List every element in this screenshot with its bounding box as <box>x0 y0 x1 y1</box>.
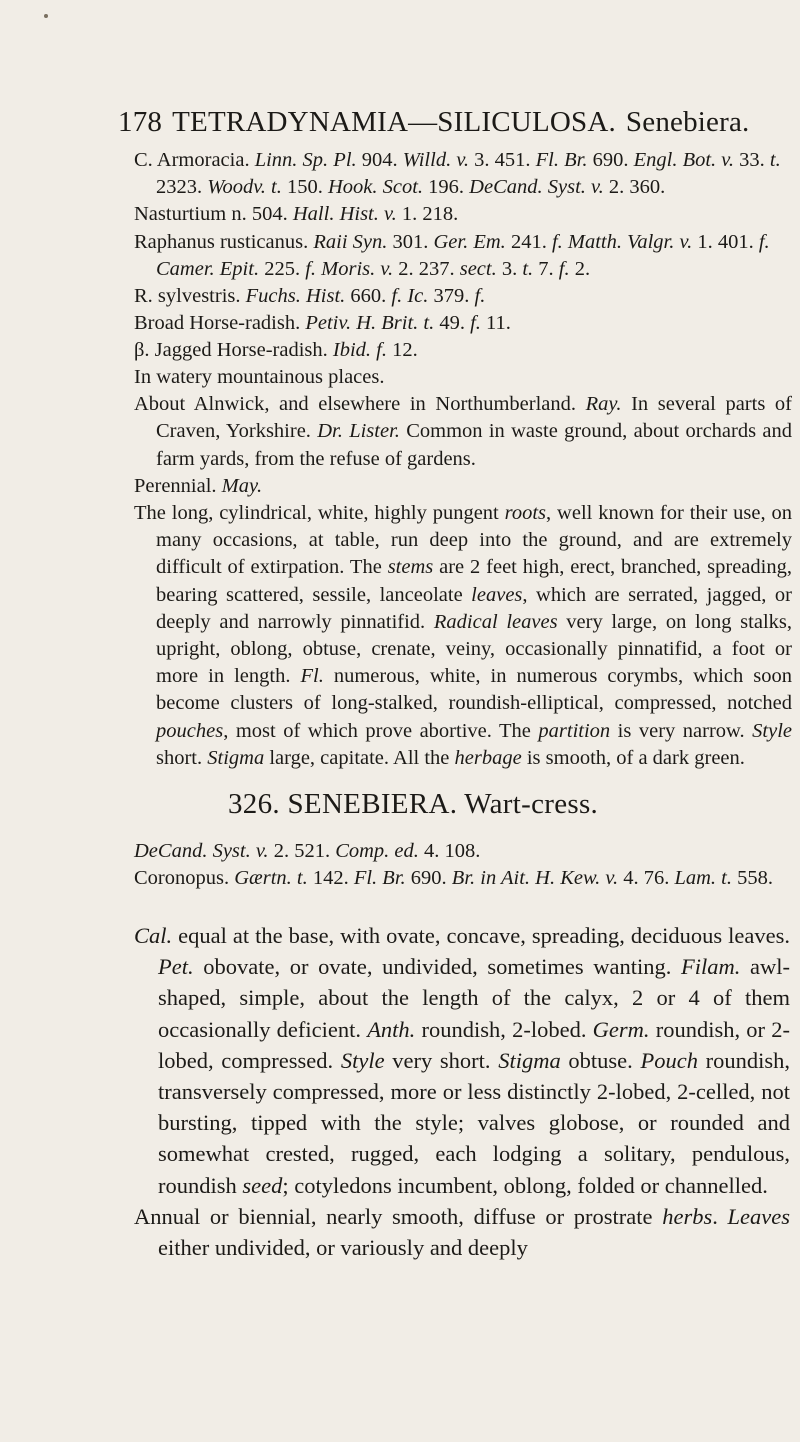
genus-heading: 326. SENEBIERA. Wart-cress. <box>228 788 599 820</box>
page-header <box>118 106 798 139</box>
synonym-entry: Nasturtium n. 504. Hall. Hist. v. 1. 218. <box>134 203 459 226</box>
header-title: TETRADYNAMIA—SILICULOSA. <box>172 106 616 138</box>
page-number: 178 <box>118 106 163 138</box>
paper-speck <box>44 14 48 18</box>
genus-synonym-entry: Coronopus. Gærtn. t. 142. Fl. Br. 690. Br. in Ait. H. Kew. v. 4. 76. Lam. t. 558. <box>134 867 773 890</box>
habitat-line: In watery mountainous places. <box>134 366 385 388</box>
synonym-entry: R. sylvestris. Fuchs. Hist. 660. f. Ic. 379. f. <box>134 285 486 308</box>
synonym-entry: β. Jagged Horse-radish. Ibid. f. 12. <box>134 339 418 362</box>
habitat-line: About Alnwick, and elsewhere in Northumberland. Ray. In several parts of Craven, Yorkshire. Dr. Lister. Common in waste ground, about orchards and farm yards, from the refuse of gardens. <box>134 393 792 470</box>
synonym-entry: Broad Horse-radish. Petiv. H. Brit. t. 49. f. 11. <box>134 312 511 335</box>
species-habitat <box>134 364 792 772</box>
species-synonyms <box>134 147 794 365</box>
genus-character: Cal. equal at the base, with ovate, concave, spreading, deciduous leaves. Pet. obovate, or ovate, undivided, sometimes wanting. Filam. awl-shaped, simple, about the length of the calyx, 2 or 4 of them occasionally deficient. Anth. roundish, 2-lobed. Germ. roundish, or 2-lobed, compressed. Style very short. Stigma obtuse. Pouch roundish, transversely compressed, more or less distinctly 2-lobed, 2-celled, not bursting, tipped with the style; valves globose, or rounded and somewhat crested, rugged, each lodging a solitary, pendulous, roundish seed; cotyledons incumbent, oblong, folded or channelled. <box>134 923 791 1198</box>
genus-synonym-entry: DeCand. Syst. v. 2. 521. Comp. ed. 4. 108. <box>134 840 481 862</box>
genus-habit: Annual or biennial, nearly smooth, diffuse or prostrate herbs. Leaves either undivided, or variously and deeply <box>134 1203 790 1261</box>
habitat-line: Perennial. May. <box>134 474 263 497</box>
running-head: Senebiera. <box>625 106 750 138</box>
synonym-entry: Raphanus rusticanus. Raii Syn. 301. Ger. Em. 241. f. Matth. Valgr. v. 1. 401. f. Camer. Epit. 225. f. Moris. v. 2. 237. sect. 3. t. 7. f. 2. <box>134 230 770 280</box>
genus-synonyms <box>134 838 794 892</box>
species-description: The long, cylindrical, white, highly pungent roots, well known for their use, on many occasions, at table, run deep into the ground, and are extremely difficult of extirpation. The stems are 2 feet high, erect, branched, spreading, bearing scattered, sessile, lanceolate leaves, which are serrated, jagged, or deeply and narrowly pinnatifid. Radical leaves very large, on long stalks, upright, oblong, obtuse, crenate, veiny, occasionally pinnatifid, a foot or more in length. Fl. numerous, white, in numerous corymbs, which soon become clusters of long-stalked, roundish-elliptical, compressed, notched pouches, most of which prove abortive. The partition is very narrow. Style short. Stigma large, capitate. All the herbage is smooth, of a dark green. <box>134 502 793 769</box>
synonym-entry: C. Armoracia. Linn. Sp. Pl. 904. Willd. v. 3. 451. Fl. Br. 690. Engl. Bot. v. 33. t. 2323. Woodv. t. 150. Hook. Scot. 196. DeCand. Syst. v. 2. 360. <box>134 149 781 199</box>
genus-description <box>134 920 790 1263</box>
